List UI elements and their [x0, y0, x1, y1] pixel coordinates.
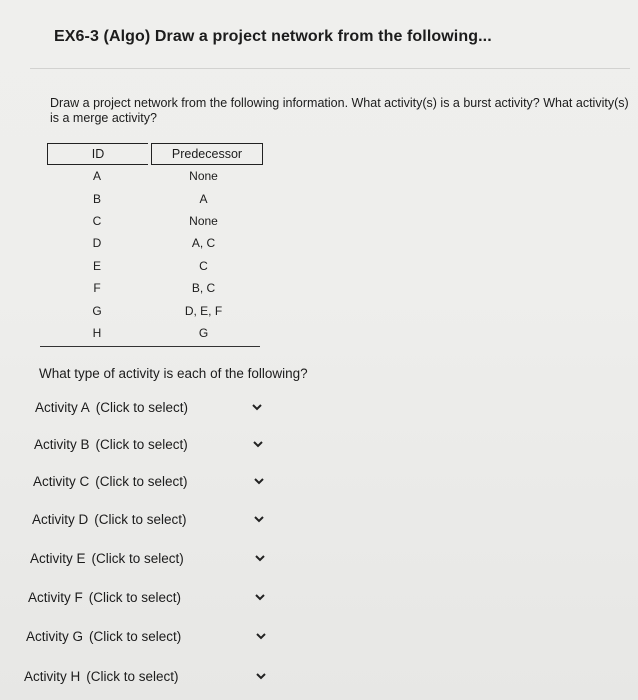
- cell-id: E: [92, 258, 101, 273]
- activity-label: Activity C: [33, 473, 90, 489]
- table-row: [47, 187, 263, 209]
- activity-f-select[interactable]: [28, 586, 268, 608]
- cell-predecessor: B, C: [191, 281, 216, 296]
- activity-label: Activity A: [35, 399, 90, 415]
- select-value: (Click to select): [94, 511, 187, 527]
- header-id: ID: [47, 143, 148, 165]
- select-value: (Click to select): [95, 436, 188, 452]
- activity-h-select[interactable]: [24, 665, 264, 687]
- activity-e-select[interactable]: [30, 547, 270, 569]
- chevron-down-icon[interactable]: [254, 669, 268, 683]
- chevron-down-icon[interactable]: [252, 512, 266, 526]
- title-divider: [30, 68, 630, 69]
- chevron-down-icon[interactable]: [254, 629, 268, 643]
- table-row: [47, 210, 263, 232]
- activity-c-select[interactable]: [33, 470, 273, 492]
- activity-label: Activity F: [28, 589, 83, 605]
- activity-label: Activity H: [24, 668, 81, 684]
- table-row: [47, 277, 263, 299]
- table-row: [47, 299, 263, 321]
- table-row: [47, 322, 263, 344]
- cell-predecessor: None: [189, 169, 218, 184]
- activity-label: Activity E: [30, 550, 86, 566]
- chevron-down-icon[interactable]: [253, 551, 267, 565]
- page-title: EX6-3 (Algo) Draw a project network from the following...: [54, 28, 492, 45]
- cell-id: B: [92, 191, 101, 206]
- table-bottom-border: [40, 346, 260, 347]
- select-value: (Click to select): [95, 399, 189, 415]
- problem-prompt: Draw a project network from the following information. What activity(s) is a burst activity? What activity(s) is a merge activity?: [50, 96, 629, 125]
- cell-predecessor: C: [199, 258, 208, 273]
- select-value: (Click to select): [91, 550, 184, 566]
- activity-d-select[interactable]: [32, 508, 272, 530]
- activity-g-select[interactable]: [26, 625, 266, 647]
- table-row: [47, 255, 263, 277]
- predecessor-table: [47, 143, 263, 344]
- cell-predecessor: A: [199, 191, 208, 206]
- activity-b-select[interactable]: [34, 433, 274, 455]
- cell-id: H: [92, 325, 102, 340]
- select-value: (Click to select): [89, 628, 182, 644]
- table-row: [47, 232, 263, 254]
- cell-id: C: [92, 213, 102, 228]
- cell-predecessor: D, E, F: [184, 303, 223, 318]
- cell-predecessor: None: [189, 213, 218, 228]
- select-value: (Click to select): [88, 589, 182, 605]
- activity-a-select[interactable]: [35, 396, 275, 418]
- chevron-down-icon[interactable]: [251, 437, 265, 451]
- select-value: (Click to select): [86, 668, 179, 684]
- cell-predecessor: G: [198, 325, 209, 340]
- select-value: (Click to select): [95, 473, 188, 489]
- chevron-down-icon[interactable]: [250, 400, 264, 414]
- cell-predecessor: A, C: [191, 236, 216, 251]
- activity-label: Activity D: [32, 511, 89, 527]
- table-header: [47, 143, 263, 165]
- cell-id: F: [93, 281, 101, 296]
- cell-id: A: [92, 169, 101, 184]
- question-text: What type of activity is each of the following?: [39, 366, 308, 381]
- activity-label: Activity G: [26, 628, 84, 644]
- chevron-down-icon[interactable]: [252, 474, 266, 488]
- header-predecessor: Predecessor: [151, 143, 263, 165]
- cell-id: G: [92, 303, 102, 318]
- activity-label: Activity B: [34, 436, 90, 452]
- chevron-down-icon[interactable]: [253, 590, 267, 604]
- cell-id: D: [92, 236, 102, 251]
- table-row: [47, 165, 263, 187]
